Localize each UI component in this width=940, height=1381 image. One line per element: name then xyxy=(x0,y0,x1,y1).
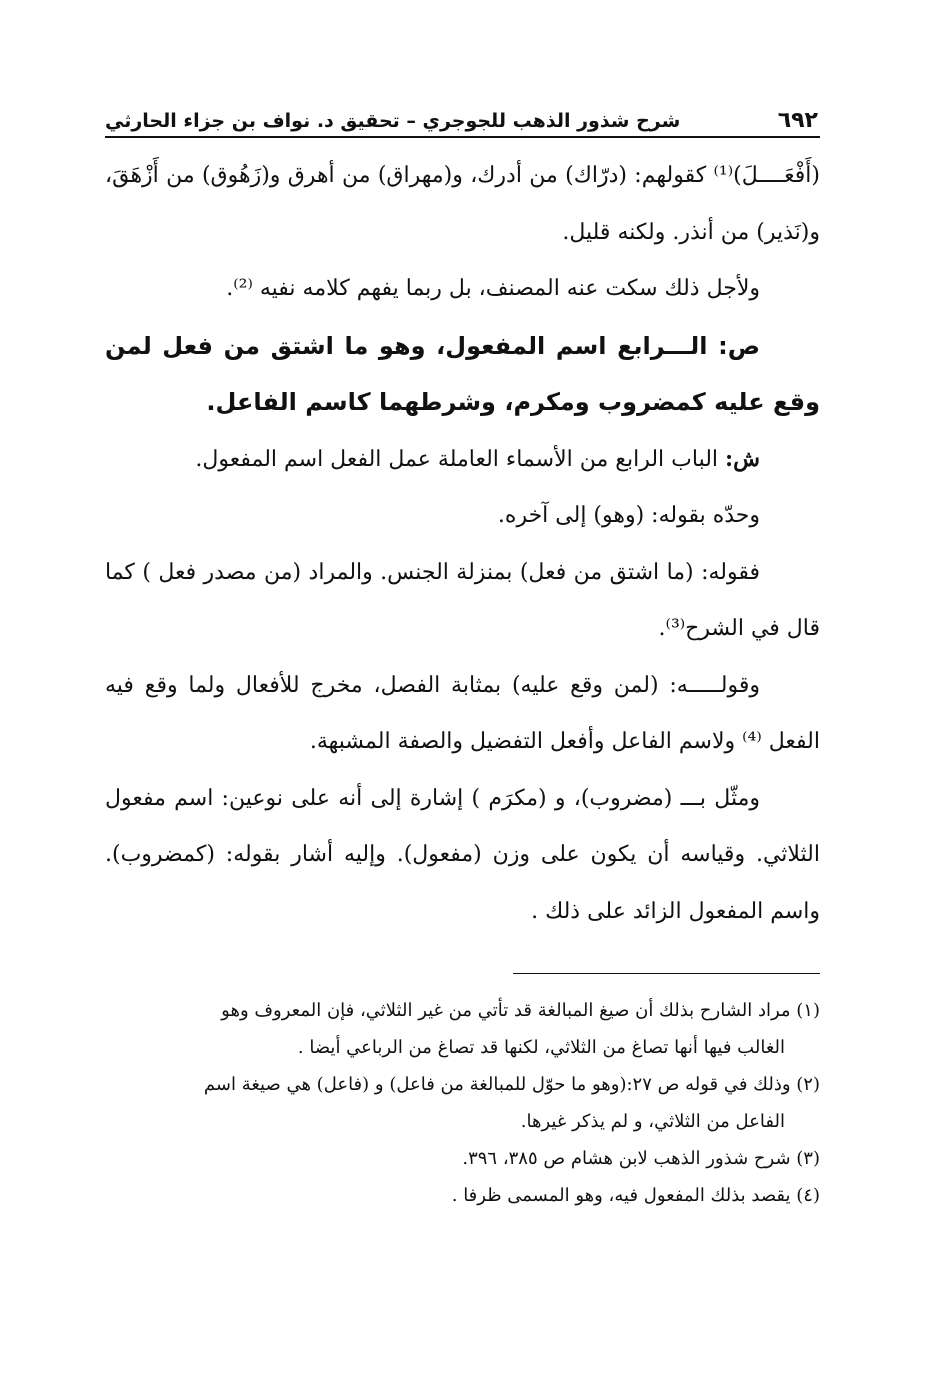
footnote-2-line-1: (٢) وذلك في قوله ص ٢٧:(وهو ما حوّل للمبالغة من فاعل) و (فاعل) هي صيغة اسم xyxy=(203,1074,820,1095)
page-number: ٦٩٢ xyxy=(777,108,818,133)
footnote-3: (٣) شرح شذور الذهب لابن هشام ص ٣٨٥، ٣٩٦. xyxy=(462,1148,820,1169)
footnote-1-line-2: الغالب فيها أنها تصاغ من الثلاثي، لكنها قد تصاغ من الرباعي أيضا . xyxy=(297,1037,785,1058)
footnote-4: (٤) يقصد بذلك المفعول فيه، وهو المسمى ظرفا . xyxy=(451,1185,820,1206)
paragraph-6: فقوله: (ما اشتق من فعل) بمنزلة الجنس. والمراد (من مصدر فعل ) كما قال في الشرح⁽³⁾. xyxy=(105,559,820,641)
paragraph-2: ولأجل ذلك سكت عنه المصنف، بل ربما يفهم كلامه نفيه ⁽²⁾. xyxy=(226,276,760,301)
page-header xyxy=(105,100,820,138)
main-text xyxy=(105,148,820,940)
paragraph-5: وحدّه بقوله: (وهو) إلى آخره. xyxy=(497,503,760,528)
paragraph-4-text: الباب الرابع من الأسماء العاملة عمل الفعل اسم المفعول. xyxy=(195,446,726,472)
footnotes xyxy=(105,992,820,1214)
paragraph-4 xyxy=(105,431,820,489)
footnote-1-line-1: (١) مراد الشارح بذلك أن صيغ المبالغة قد تأتي من غير الثلاثي، فإن المعروف وهو xyxy=(221,1000,820,1021)
paragraph-7: وقولـــــه: (لمن وقع عليه) بمثابة الفصل، مخرج للأفعال ولما وقع فيه الفعل ⁽⁴⁾ ولاسم الفاعل وأفعل التفضيل والصفة المشبهة. xyxy=(105,672,820,754)
paragraph-1: (أَفْعَــــلَ)⁽¹⁾ كقولهم: (درّاك) من أدرك، و(مهراق) من أهرق و(زَهُوق) من أَزْهَقَ، و(نَذير) من أنذر. ولكنه قليل. xyxy=(105,163,820,245)
paragraph-8: ومثّل بـــ (مضروب)، و (مكرَم ) إشارة إلى أنه على نوعين: اسم مفعول الثلاثي. وقياسه أن يكون على وزن (مفعول). وإليه أشار بقوله: (كمضروب). واسم المفعول الزائد على ذلك . xyxy=(105,785,820,924)
matn-paragraph: ص: الـــرابع اسم المفعول، وهو ما اشتق من فعل لمن وقع عليه كمضروب ومكرم، وشرطهما كاسم الفاعل. xyxy=(105,331,820,416)
sharh-marker: ش: xyxy=(725,445,760,472)
running-title: شرح شذور الذهب للجوجري – تحقيق د. نواف بن جزاء الحارثي xyxy=(105,110,681,132)
footnote-2-line-2: الفاعل من الثلاثي، و لم يذكر غيرها. xyxy=(520,1111,785,1132)
footnote-separator xyxy=(513,973,820,974)
